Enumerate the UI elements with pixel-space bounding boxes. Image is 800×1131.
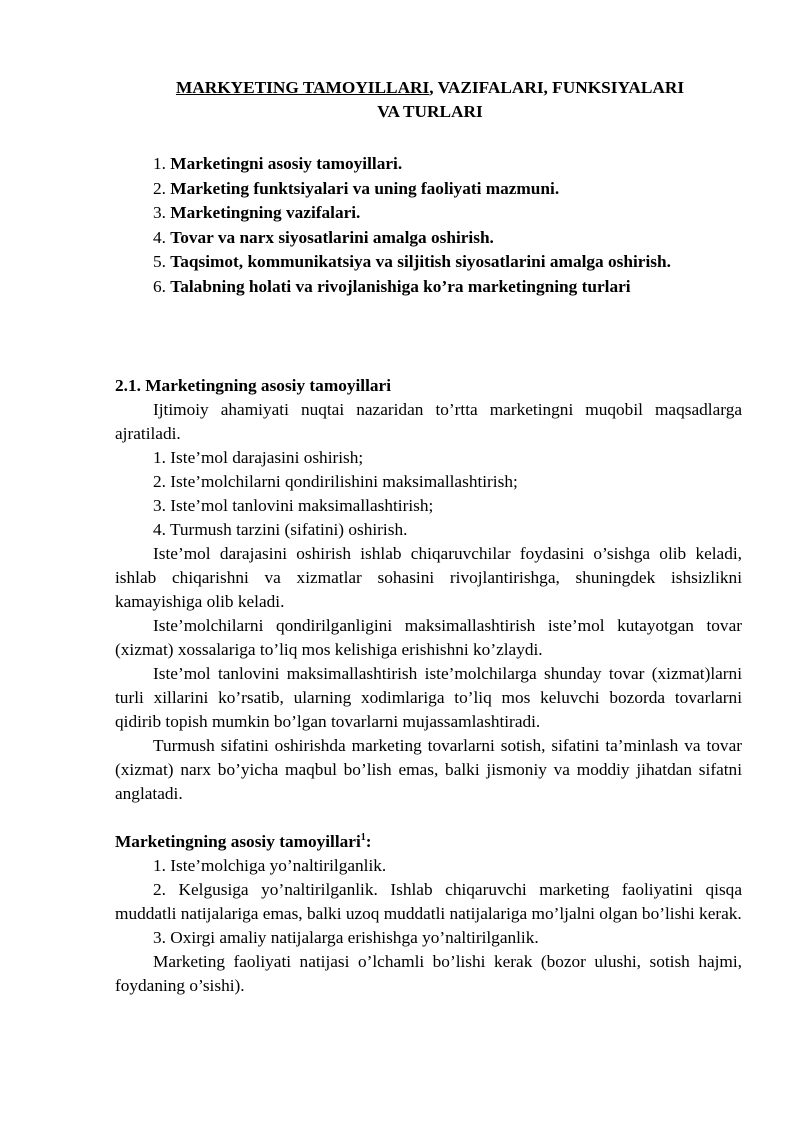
section-heading: 2.1. Marketingning asosiy tamoyillari (115, 376, 392, 395)
goal-item: 2. Iste’molchilarni qondirilishini maksimallashtirish; (153, 472, 518, 491)
toc-item (153, 152, 671, 177)
toc-number: 3. (153, 203, 166, 223)
toc-item (153, 226, 671, 251)
principle-item: Marketing faoliyati natijasi o’lchamli bo’lishi kerak (bozor ulushi, sotish hajmi, foydaning o’sishi). (115, 952, 742, 995)
paragraph: Iste’mol darajasini oshirish ishlab chiqaruvchilar foydasini o’sishga olib keladi, ishlab chiqarishni va xizmatlar sohasini rivojlantirishga, shuningdek ishsizlikni kamayishiga olib keladi. (115, 544, 742, 611)
toc-text: Marketing funktsiyalari va uning faoliyati mazmuni. (170, 178, 560, 198)
principles-heading-suffix: : (365, 832, 372, 851)
document-body (115, 374, 742, 998)
spacer (115, 806, 742, 830)
toc-number: 6. (153, 276, 166, 296)
toc-item (153, 250, 671, 275)
principle-item: 2. Kelgusiga yo’naltirilganlik. Ishlab chiqaruvchi marketing faoliyatini qisqa muddatli natijalariga emas, balki uzoq muddatli natijalariga mo’ljalni olgan bo’lishi kerak. (115, 880, 742, 923)
principle-item: 1. Iste’molchiga yo’naltirilganlik. (153, 856, 387, 875)
toc-item (153, 201, 671, 226)
toc-text: Marketingni asosiy tamoyillari. (170, 154, 403, 173)
toc-text: Marketingning vazifalari. (170, 203, 361, 223)
toc-item (153, 275, 671, 300)
goal-item: 1. Iste’mol darajasini oshirish; (153, 448, 364, 467)
document-title (110, 76, 750, 124)
toc-item (153, 177, 671, 202)
title-underlined: MARKYETING TAMOYILLARI (175, 78, 430, 97)
title-line2: VA TURLARI (377, 102, 483, 121)
paragraph: Turmush sifatini oshirishda marketing tovarlarni sotish, sifatini ta’minlash va tovar (xizmat) narx bo’yicha maqbul bo’lish emas, balki jismoniy va moddiy jihatdan sifatni anglatadi. (115, 736, 742, 803)
principles-heading (115, 830, 742, 854)
paragraph: Iste’mol tanlovini maksimallashtirish iste’molchilarga shunday tovar (xizmat)larni turli xillarini ko’rsatib, ularning xodimlariga to’liq mos keluvchi bozorda tovarlarni qidirib topish mumkin bo’lgan tovarlarni mujassamlashtiradi. (115, 664, 742, 731)
title-rest-line1: , VAZIFALARI, FUNKSIYALARI (429, 78, 685, 97)
goal-item: 4. Turmush tarzini (sifatini) oshirish. (153, 520, 408, 539)
table-of-contents (153, 152, 671, 300)
goal-item: 3. Iste’mol tanlovini maksimallashtirish; (153, 496, 434, 515)
principle-item: 3. Oxirgi amaliy natijalarga erishishga yo’naltirilganlik. (153, 928, 539, 947)
principles-heading-text: Marketingning asosiy tamoyillari (115, 832, 361, 851)
toc-text: Tovar va narx siyosatlarini amalga oshirish. (170, 227, 494, 247)
toc-text: Taqsimot, kommunikatsiya va siljitish siyosatlarini amalga oshirish. (170, 252, 671, 272)
toc-number: 1. (153, 154, 166, 173)
section-intro: Ijtimoiy ahamiyati nuqtai nazaridan to’rtta marketingni muqobil maqsadlarga ajratiladi. (115, 400, 742, 443)
toc-number: 2. (153, 178, 166, 198)
toc-number: 5. (153, 252, 166, 272)
footnote-mark[interactable]: 1 (360, 832, 366, 844)
toc-text: Talabning holati va rivojlanishiga ko’ra marketingning turlari (170, 276, 631, 296)
paragraph: Iste’molchilarni qondirilganligini maksimallashtirish iste’mol kutayotgan tovar (xizmat) xossalariga to’liq mos kelishiga erishishni ko’zlaydi. (115, 616, 742, 659)
toc-number: 4. (153, 227, 166, 247)
